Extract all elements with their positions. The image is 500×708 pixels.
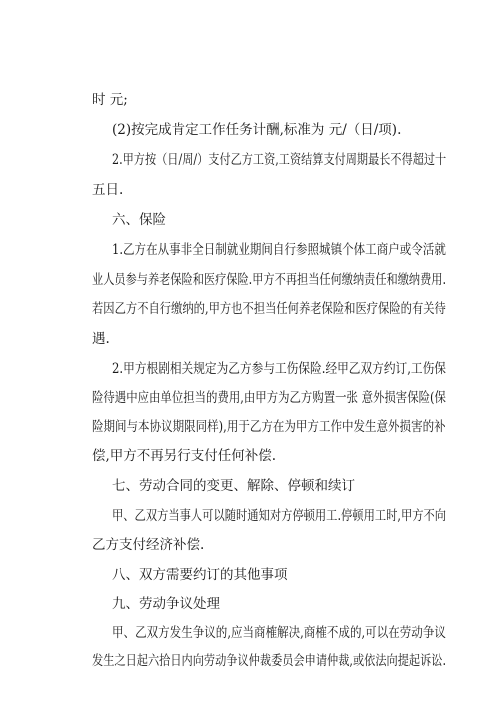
text-line: 险期间与本协议期限同样),用于乙方在为甲方工作中发生意外损害的补 [92, 419, 446, 435]
text-line: 2.甲方根剧相关规定为乙方参与工伤保险.经甲乙双方约订,工伤保 [112, 361, 446, 377]
text-line: 五日. [92, 182, 124, 198]
text-line: 遇. [92, 331, 110, 347]
text-line: 甲、乙双方当事人可以随时通知对方停顿用工.停顿用工时,甲方不向 [112, 508, 447, 524]
section-heading: 九、劳动争议处理 [112, 596, 220, 612]
text-line: 乙方支付经济补偿. [92, 537, 205, 553]
section-heading: 七、劳动合同的变更、解除、停顿和续订 [112, 478, 355, 494]
text-line: 偿,甲方不再另行支付任何补偿. [92, 448, 277, 464]
text-line: 发生之日起六拾日内向劳动争议仲裁委员会申请仲裁,或依法向提起诉讼. [92, 653, 447, 669]
text-line: 1.乙方在从事非全日制就业期间自行参照城镇个体工商户或令活就 [112, 242, 446, 258]
text-line: (2)按完成肯定工作任务计酬,标准为 元/（日/项). [112, 122, 402, 138]
section-heading: 八、双方需要约订的其他事项 [112, 567, 288, 583]
text-line: 险待遇中应由单位担当的费用,由甲方为乙方购置一张 意外损害保险(保 [92, 390, 446, 406]
text-line: 业人员参与养老保险和医疗保险.甲方不再担当任何缴纳责任和缴纳费用. [92, 272, 447, 288]
text-line: 若因乙方不自行缴纳的,甲方也不担当任何养老保险和医疗保险的有关待 [92, 301, 446, 317]
text-line: 甲、乙双方发生争议的,应当商榷解决,商榷不成的,可以在劳动争议 [112, 625, 446, 641]
section-heading: 六、保险 [112, 212, 166, 228]
text-line: 2.甲方按（日/周/）支付乙方工资,工资结算支付周期最长不得超过十 [112, 152, 447, 168]
text-line: 时 元; [92, 92, 128, 108]
